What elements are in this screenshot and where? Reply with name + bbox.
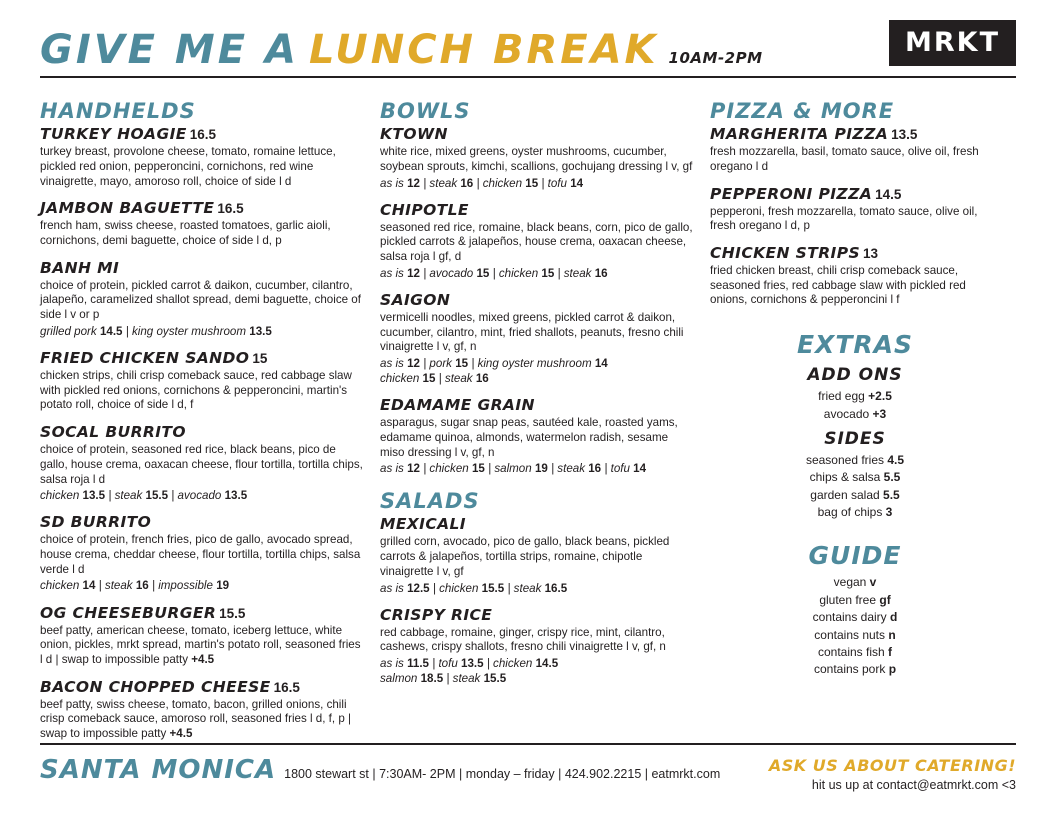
menu-item-description: french ham, swiss cheese, roasted tomatoes, garlic aioli, cornichons, demi baguette, choice of side l d, p [40,219,331,247]
handhelds-items [40,126,364,742]
list-item: contains dairy d [812,610,898,625]
menu-item-name: CRISPY RICE [380,605,493,624]
menu-item-variants: as is 11.5 | tofu 13.5 | chicken 14.5 salmon 18.5 | steak 15.5 [380,657,559,686]
menu-columns [40,78,1016,753]
menu-item-name-line [710,126,1000,144]
section-heading-extras: EXTRAS [796,330,913,360]
menu-item-name: BACON CHOPPED CHEESE [40,677,271,696]
list-item: seasoned fries 4.5 [805,452,905,467]
guide-list [710,574,1000,678]
menu-item-name: BANH MI [40,258,120,277]
list-item: vegan v [833,575,877,590]
menu-item-name: CHICKEN STRIPS [710,243,861,262]
menu-item [40,126,364,189]
menu-item-name: CHIPOTLE [380,200,469,219]
list-item: contains pork p [813,662,897,677]
menu-item-description: seasoned red rice, romaine, black beans, corn, pico de gallo, pickled carrots & jalapeños, house crema, oaxacan cheese, salsa roja l gf, d [380,220,693,264]
menu-item-description: choice of protein, seasoned red rice, black beans, pico de gallo, house crema, oaxacan cheese, flour tortilla, tortilla chips, salsa roja l d [40,443,363,486]
menu-item-description: beef patty, swiss cheese, tomato, bacon, grilled onions, chili crisp comeback sauce, amoroso roll, seasoned fries l d, f, p | swap to impossible patty +4.5 [40,697,352,741]
footer-catering [769,757,1016,792]
menu-item-name-line [380,202,694,220]
menu-item [40,514,364,593]
menu-item-name-line [40,424,364,442]
menu-item-variants: as is 12 | avocado 15 | chicken 15 | steak 16 [380,266,608,280]
pizza-items [710,126,1000,308]
menu-item-description: pepperoni, fresh mozzarella, tomato sauce, olive oil, fresh oregano l d, p [710,204,978,233]
menu-item [40,350,364,413]
menu-item-name-line [380,516,694,534]
menu-title-part2: LUNCH BREAK [308,27,659,73]
menu-item-description: choice of protein, french fries, pico de gallo, avocado spread, house crema, cheddar cheese, flour tortilla, tortilla chips, salsa verde l d [40,533,361,576]
sides-list [710,452,1000,522]
column-bowls-salads [380,100,710,753]
menu-item-price: 15 [252,350,268,366]
menu-item [380,516,694,595]
footer-city: SANTA MONICA [40,755,277,786]
menu-item-name-line [40,514,364,532]
menu-item-name: OG CHEESEBURGER [40,603,217,622]
salads-items [380,516,694,686]
menu-item-name: FRIED CHICKEN SANDO [40,348,250,367]
menu-item-name-line [710,186,1000,204]
menu-item-price: 13 [863,245,879,261]
list-item: avocado +3 [823,406,887,421]
list-item: contains nuts n [814,627,896,642]
menu-item [380,202,694,281]
menu-item-name: SD BURRITO [40,513,152,532]
menu-item-description: fried chicken breast, chili crisp comeback sauce, seasoned fries, red cabbage slaw with pickled red onions, cornichons & pepperoncini l f [710,263,966,307]
menu-item-price: 16.5 [273,679,300,695]
menu-item-name: EDAMAME GRAIN [380,396,535,415]
menu-item-name-line [380,292,694,310]
menu-item-description: grilled corn, avocado, pico de gallo, black beans, pickled carrots & jalapeños, tortilla strips, romaine, chipotle vinaigrette l v, gf [380,535,670,578]
menu-item [40,260,364,339]
column-pizza-extras-guide [710,100,1000,753]
menu-item-description: red cabbage, romaine, ginger, crispy rice, mint, cilantro, cashews, crispy shallots, fresno chili vinaigrette l v, gf, n [380,625,666,654]
mrkt-logo: MRKT [889,20,1016,66]
menu-item-variants: as is 12.5 | chicken 15.5 | steak 16.5 [380,581,568,595]
footer-location [40,755,769,786]
menu-hours: 10AM-2PM [668,49,763,67]
column-handhelds [40,100,380,753]
menu-footer [40,743,1016,792]
menu-item-description: vermicelli noodles, mixed greens, pickled carrot & daikon, cucumber, cilantro, mint, fried shallots, peanuts, fresno chili vinaigrette l v, gf, n [380,310,684,354]
menu-title [40,27,889,73]
menu-item-name-line [40,350,364,368]
menu-item [40,679,364,742]
menu-title-part1: GIVE ME A [40,27,299,73]
subheading-add-ons: ADD ONS [807,365,903,386]
menu-item [380,126,694,191]
menu-item-name-line [40,605,364,623]
section-heading-handhelds: HANDHELDS [40,99,196,123]
list-item: garden salad 5.5 [810,487,900,502]
menu-header [40,0,1016,78]
menu-item-name-line [380,126,694,144]
menu-item-description: white rice, mixed greens, oyster mushrooms, cucumber, soybean sprouts, kimchi, scallions, gochujang dressing l v, gf [380,145,693,173]
menu-item-name: SAIGON [380,290,451,309]
bowls-items [380,126,694,476]
menu-item-name: SOCAL BURRITO [40,423,186,442]
menu-item-name-line [40,200,364,218]
menu-item [40,605,364,668]
menu-item-name: JAMBON BAGUETTE [40,199,215,218]
menu-item-price: 16.5 [189,127,217,143]
menu-item-description: turkey breast, provolone cheese, tomato, romaine lettuce, pickled red onion, pepperoncini, cornichons, red wine vinaigrette, mayo, amoroso roll, choice of side l d [40,145,336,188]
menu-item [710,245,1000,308]
menu-item-name: MARGHERITA PIZZA [710,125,889,144]
menu-item-name-line [40,126,364,144]
menu-item [40,200,364,248]
section-heading-bowls: BOWLS [380,99,471,123]
menu-item [710,126,1000,174]
menu-item-price: 15.5 [219,605,246,621]
subheading-sides: SIDES [824,428,886,449]
menu-item-variants: as is 12 | chicken 15 | salmon 19 | steak 16 | tofu 14 [380,462,647,476]
menu-item-variants: grilled pork 14.5 | king oyster mushroom 13.5 [40,324,272,338]
footer-cta: ASK US ABOUT CATERING! [768,756,1016,776]
menu-item-name: MEXICALI [380,515,466,534]
menu-item-name-line [40,260,364,278]
list-item: fried egg +2.5 [818,389,892,404]
menu-item-name: KTOWN [380,125,448,144]
menu-item-variants: as is 12 | pork 15 | king oyster mushroom 14 chicken 15 | steak 16 [380,356,608,386]
menu-item-variants: as is 12 | steak 16 | chicken 15 | tofu 14 [380,176,584,190]
footer-address: 1800 stewart st | 7:30AM- 2PM | monday – friday | 424.902.2215 | eatmrkt.com [284,767,721,782]
menu-item-variants: chicken 14 | steak 16 | impossible 19 [40,579,230,593]
menu-item-name: PEPPERONI PIZZA [710,184,873,203]
menu-item-description: chicken strips, chili crisp comeback sauce, red cabbage slaw with pickled red onions, cornichons & pepperoncini, martin's potato roll, choice of side l d, f [40,368,352,412]
list-item: bag of chips 3 [817,505,893,520]
list-item: contains fish f [817,645,893,660]
menu-item-description: asparagus, sugar snap peas, sautéed kale, roasted yams, edamame quinoa, almonds, watermelon radish, sesame miso dressing l v, gf, n [380,416,678,459]
section-heading-salads: SALADS [380,489,480,514]
menu-item [710,186,1000,234]
menu-item-description: fresh mozzarella, basil, tomato sauce, olive oil, fresh oregano l d [710,145,979,173]
menu-item [380,292,694,386]
menu-item [380,397,694,476]
menu-item [380,607,694,687]
list-item: chips & salsa 5.5 [809,470,901,485]
menu-item-name-line [40,679,364,697]
menu-item-price: 16.5 [217,201,244,217]
menu-item-variants: chicken 13.5 | steak 15.5 | avocado 13.5 [40,489,248,503]
menu-item [40,424,364,503]
menu-item-description: beef patty, american cheese, tomato, iceberg lettuce, white onion, pickles, mrkt spread, martin's potato roll, seasoned fries l d | swap to impossible patty +4.5 [40,623,361,666]
menu-item-description: choice of protein, pickled carrot & daikon, cucumber, cilantro, jalapeño, caramelized shallot spread, demi baguette, choice of side l v or p [40,278,361,322]
menu-item-name-line [380,607,694,625]
add-ons-list [710,388,1000,423]
section-heading-guide: GUIDE [808,541,902,571]
menu-item-name: TURKEY HOAGIE [40,125,187,144]
list-item: gluten free gf [819,592,891,607]
menu-item-name-line [710,245,1000,263]
menu-item-price: 14.5 [875,186,902,202]
section-heading-pizza: PIZZA & MORE [710,99,895,123]
footer-cta-sub: hit us up at contact@eatmrkt.com <3 [811,778,1016,792]
menu-item-name-line [380,397,694,415]
menu-item-price: 13.5 [891,127,918,143]
